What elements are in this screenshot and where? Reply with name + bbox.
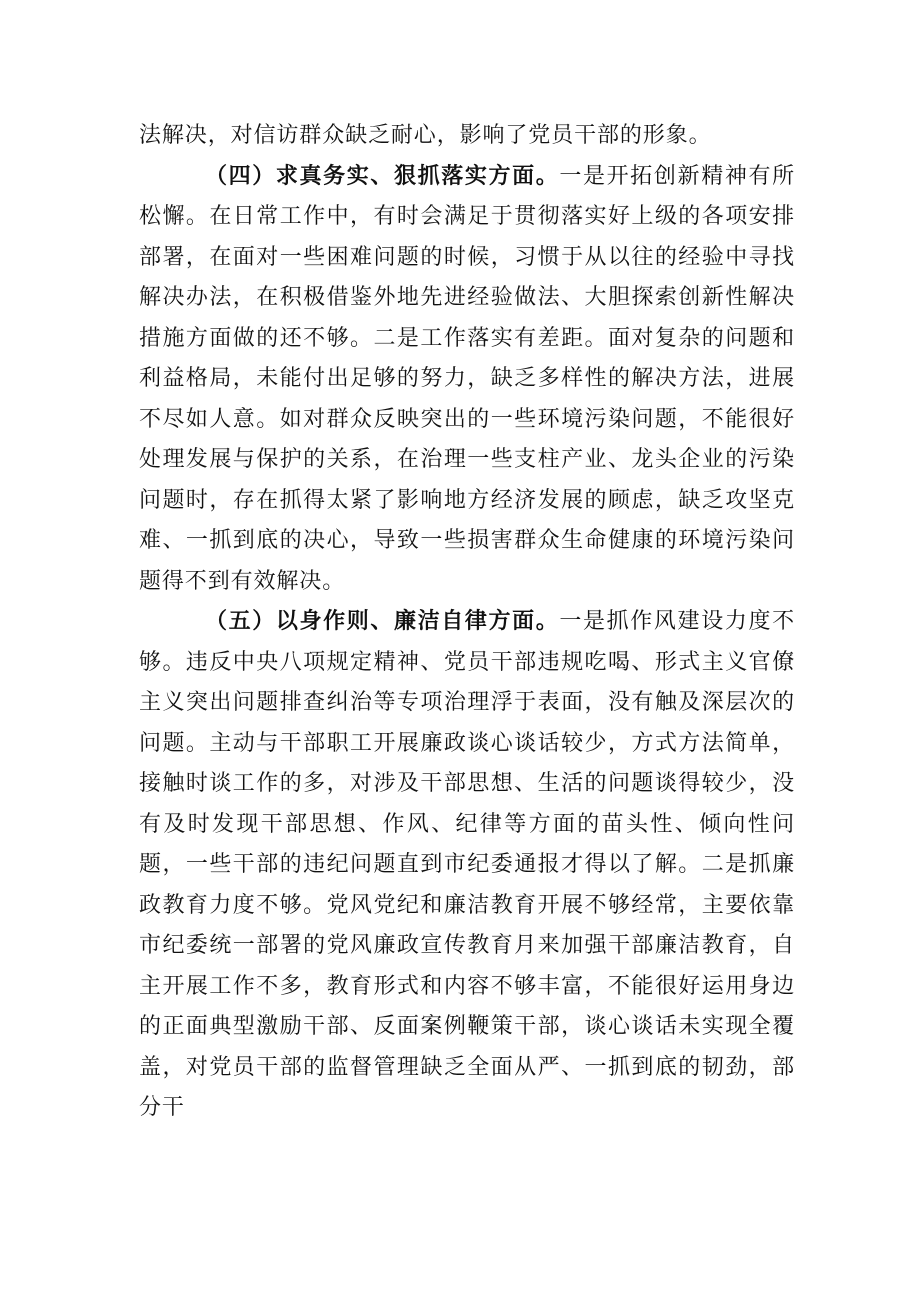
paragraph-continuation bbox=[139, 116, 795, 157]
paragraph-section-five bbox=[139, 602, 795, 1129]
paragraph-text: 法解决，对信访群众缺乏耐心，影响了党员干部的形象。 bbox=[139, 123, 712, 148]
document-body bbox=[139, 116, 795, 1129]
paragraph-text: 一是抓作风建设力度不够。违反中央八项规定精神、党员干部违规吃喝、形式主义官僚主义突出问题排查纠治等专项治理浮于表面，没有触及深层次的问题。主动与干部职工开展廉政谈心谈话较少，方式方法简单，接触时谈工作的多，对涉及干部思想、生活的问题谈得较少，没有及时发现干部思想、作风、纪律等方面的苗头性、倾向性问题，一些干部的违纪问题直到市纪委通报才得以了解。二是抓廉政教育力度不够。党风党纪和廉洁教育开展不够经常，主要依靠市纪委统一部署的党风廉政宣传教育月来加强干部廉洁教育，自主开展工作不多，教育形式和内容不够丰富，不能很好运用身边的正面典型激励干部、反面案例鞭策干部，谈心谈话未实现全覆盖，对党员干部的监督管理缺乏全面从严、一抓到底的韧劲，部分干 bbox=[139, 609, 795, 1120]
paragraph-text: 一是开拓创新精神有所松懈。在日常工作中，有时会满足于贯彻落实好上级的各项安排部署，在面对一些困难问题的时候，习惯于从以往的经验中寻找解决办法，在积极借鉴外地先进经验做法、大胆探索创新性解决措施方面做的还不够。二是工作落实有差距。面对复杂的问题和利益格局，未能付出足够的努力，缺乏多样性的解决方法，进展不尽如人意。如对群众反映突出的一些环境污染问题，不能很好处理发展与保护的关系，在治理一些支柱产业、龙头企业的污染问题时，存在抓得太紧了影响地方经济发展的顾虑，缺乏攻坚克难、一抓到底的决心，导致一些损害群众生命健康的环境污染问题得不到有效解决。 bbox=[139, 163, 795, 594]
paragraph-section-four bbox=[139, 157, 795, 603]
section-heading: （五）以身作则、廉洁自律方面。 bbox=[205, 609, 560, 634]
section-heading: （四）求真务实、狠抓落实方面。 bbox=[205, 163, 560, 189]
